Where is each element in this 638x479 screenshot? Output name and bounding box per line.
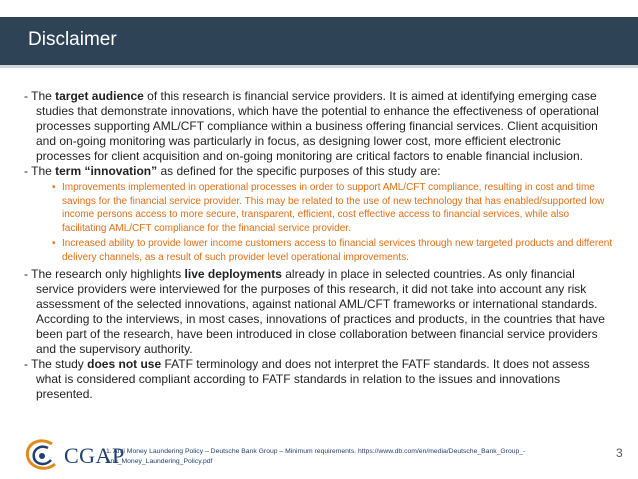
bullet-prefix: - The (24, 164, 56, 178)
bullet-innovation-term (18, 164, 614, 179)
cgap-logo (22, 438, 125, 474)
bullet-fatf-terminology (18, 357, 614, 402)
sub-bullet-text: Increased ability to provide lower income customers access to financial services through new targeted products and different delivery channels, as a result of such provider level operational improvements. (62, 238, 613, 263)
bullet-bold: target audience (55, 89, 144, 103)
sub-bullet-dot: • (52, 238, 56, 250)
bullet-prefix: - The (24, 89, 56, 103)
bullet-text: of this research is financial service providers. It is aimed at identifying emerging case studies that demonstrate innovations, which have the potential to enhance the effectiveness of operational processes supporting AML/CFT compliance within a business offering financial services. Client acquisition and on-going monitoring was particularly in focus, as designing lower cost, more efficient electronic processes for client acquisition and on-going monitoring are critical factors to enable financial inclusion. (36, 89, 599, 163)
bullet-prefix: - The research only highlights (24, 266, 185, 281)
bullet-prefix: - The study (24, 356, 88, 371)
sub-bullet-dot: • (52, 182, 56, 193)
bullet-bold: term “innovation” (55, 164, 158, 178)
title-bar (0, 17, 638, 68)
bullet-text: already in place in selected countries. As only financial service providers were interviewed for the purposes of this research, it did not take into account any risk assessment of the selected innovations, against national AML/CFT frameworks or international standards. According to the interviews, in most cases, innovations of practices and products, in the countries that have been part of the research, have been introduced in close collaboration between financial service providers and the supervisory authority. (36, 266, 605, 356)
bullet-text: as defined for the specific purposes of this study are: (157, 164, 441, 178)
sub-bullet-improvements (18, 181, 614, 235)
bullet-text: FATF terminology and does not interpret the FATF standards. It does not assess what is considered compliant according to FATF standards in relation to the issues and innovations presented. (36, 356, 590, 401)
logo-wordmark: CGAP (64, 443, 125, 468)
bullet-bold: does not use (87, 356, 162, 371)
slide-title: Disclaimer (28, 29, 117, 50)
sub-bullet-access (18, 237, 614, 264)
bullet-target-audience (18, 89, 614, 164)
page-number: 3 (616, 446, 623, 460)
bullet-live-deployments (18, 267, 614, 357)
sub-bullet-text: Improvements implemented in operational processes in order to support AML/CFT compliance, resulting in cost and time savings for the financial service provider. This may be related to the use of new technology that has enabled/supported low income persons access to more secure, transparent, efficient, cost effective access to financial services, while also facilitating AML/CFT compliance for the financial service provider. (62, 182, 605, 234)
cgap-emblem-icon (22, 438, 64, 472)
footnote: 1. Anti Money Laundering Policy – Deutsche Bank Group – Minimum requirements. https://www.db.com/en/media/Deutsche_Bank_Group_-Anti_Money_Laundering_Policy.pdf (106, 448, 526, 465)
bullet-bold: live deployments (184, 266, 282, 281)
content-body (18, 89, 614, 402)
